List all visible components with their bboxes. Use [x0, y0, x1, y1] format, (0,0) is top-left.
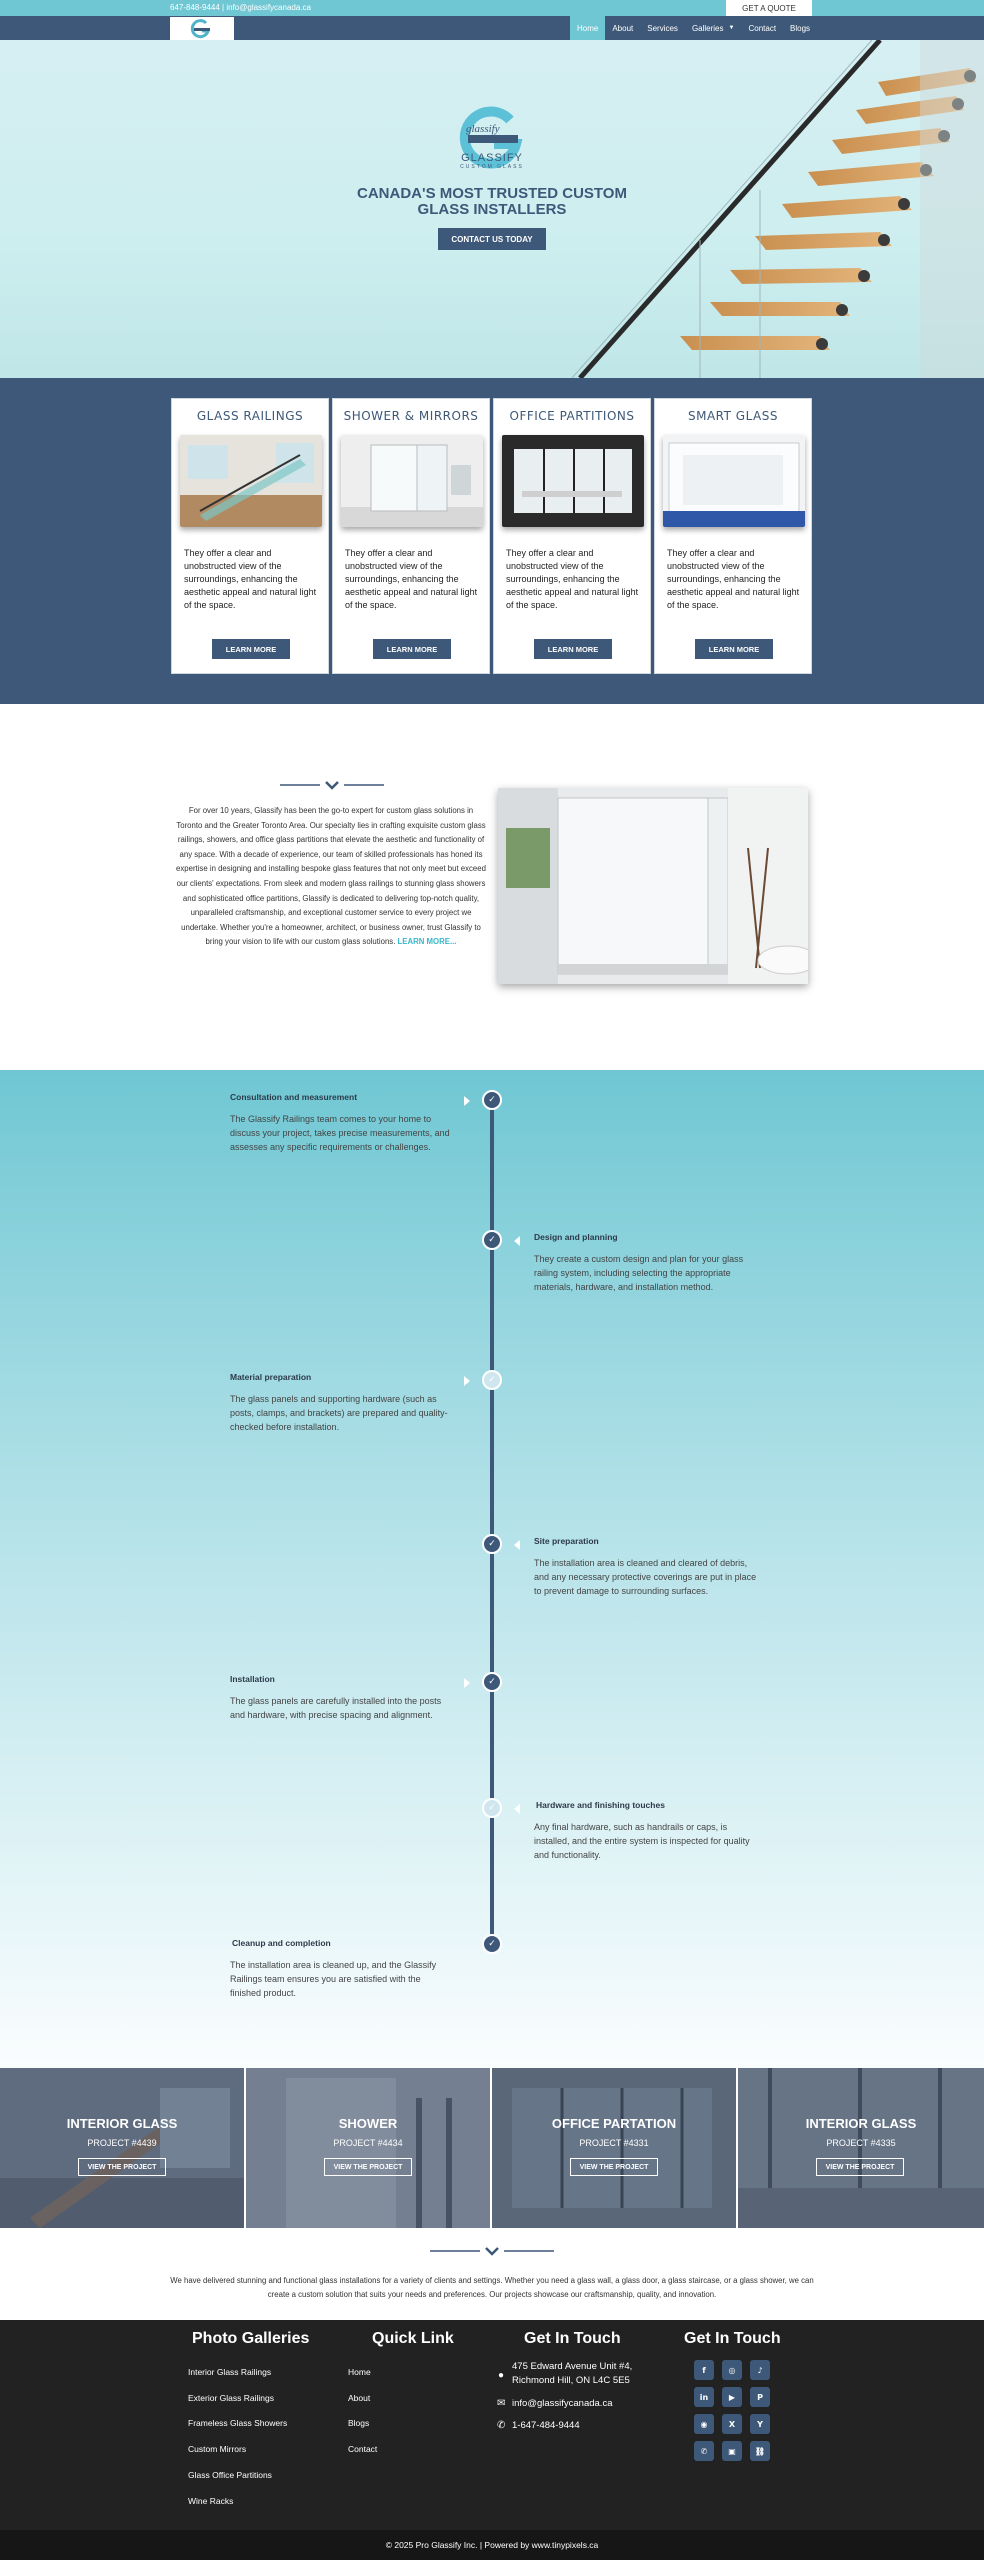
- check-icon: ✓: [482, 1090, 502, 1110]
- footer-quick-link[interactable]: Home: [348, 2367, 371, 2377]
- footer-gallery-link[interactable]: Custom Mirrors: [188, 2444, 247, 2454]
- check-icon: ✓: [482, 1370, 502, 1390]
- project-title: INTERIOR GLASS: [66, 2116, 178, 2131]
- chevron-down-icon: ▼: [728, 25, 735, 31]
- main-nav: [570, 16, 817, 40]
- nav-galleries-label: Galleries: [691, 23, 724, 33]
- location-pin-icon: ●: [498, 2370, 505, 2381]
- linkedin-icon[interactable]: in: [694, 2387, 714, 2407]
- hero: [0, 40, 984, 378]
- top-contact[interactable]: 647-848-9444 | info@glassifycanada.ca: [170, 3, 311, 12]
- hero-brand: [420, 152, 564, 170]
- arrow-left-icon: [514, 1236, 520, 1246]
- view-project-button[interactable]: VIEW THE PROJECT: [816, 2158, 904, 2176]
- learn-more-link[interactable]: LEARN MORE...: [397, 937, 457, 947]
- arrow-right-icon: [464, 1096, 470, 1106]
- timeline-line: [490, 1098, 494, 1948]
- link-icon[interactable]: ⛓: [750, 2441, 770, 2461]
- step-title: Installation: [230, 1674, 275, 1684]
- footer-galleries-title: Photo Galleries: [192, 2330, 310, 2347]
- logo-script: glassify: [466, 123, 500, 135]
- footer-gallery-link[interactable]: Frameless Glass Showers: [188, 2418, 288, 2428]
- tiktok-icon[interactable]: ♪: [750, 2360, 770, 2380]
- arrow-left-icon: [514, 1804, 520, 1814]
- contact-us-button[interactable]: CONTACT US TODAY: [438, 228, 546, 250]
- arrow-right-icon: [464, 1376, 470, 1386]
- project-tile[interactable]: [246, 2068, 490, 2228]
- services-section: [0, 378, 984, 704]
- threads-icon[interactable]: ◉: [694, 2414, 714, 2434]
- card-title: GLASS RAILINGS: [196, 409, 304, 423]
- project-tile[interactable]: [492, 2068, 736, 2228]
- view-project-button[interactable]: VIEW THE PROJECT: [324, 2158, 412, 2176]
- project-overlay: [738, 2068, 984, 2228]
- footer-gallery-link[interactable]: Wine Racks: [188, 2496, 234, 2506]
- check-icon: ✓: [482, 1672, 502, 1692]
- step-text: The glass panels are carefully installed into the posts and hardware, with precise spacing and alignment.: [230, 1696, 442, 1720]
- footer-email[interactable]: info@glassifycanada.ca: [512, 2398, 613, 2409]
- nav-contact[interactable]: Contact: [748, 23, 777, 33]
- check-icon: ✓: [482, 1798, 502, 1818]
- view-project-button[interactable]: VIEW THE PROJECT: [78, 2158, 166, 2176]
- footer-social-title: Get In Touch: [684, 2330, 781, 2347]
- process-timeline: [0, 1070, 984, 2068]
- footer-address: 475 Edward Avenue Unit #4, Richmond Hill, ON L4C 5E5: [512, 2361, 633, 2386]
- project-title: OFFICE PARTATION: [551, 2116, 677, 2131]
- footer-gallery-link[interactable]: Glass Office Partitions: [188, 2470, 272, 2480]
- step-title: Hardware and finishing touches: [536, 1800, 665, 1810]
- projects-intro-text: We have delivered stunning and functional glass installations for a variety of clients and settings. Whether you need a glass wall, a glass door, a glass staircase, or a glass shower, we can create a custom solution that suits your needs and preferences. Our projects showcase our craftsmanship, quality, and innovation.: [170, 2276, 814, 2299]
- nav-services[interactable]: Services: [647, 23, 678, 33]
- arrow-left-icon: [514, 1540, 520, 1550]
- step-title: Material preparation: [230, 1372, 312, 1382]
- learn-more-button[interactable]: LEARN MORE: [212, 639, 290, 659]
- youtube-icon[interactable]: ▶: [722, 2387, 742, 2407]
- service-card: [332, 398, 490, 674]
- hero-title: CANADA'S MOST TRUSTED CUSTOM GLASS INSTALLERS: [357, 185, 627, 218]
- project-number: PROJECT #4439: [87, 2138, 157, 2148]
- pinterest-icon[interactable]: P: [750, 2387, 770, 2407]
- card-title: SMART GLASS: [688, 409, 778, 423]
- projects-section: [0, 2068, 984, 2228]
- nav-galleries[interactable]: [685, 16, 742, 40]
- brand-sub: CUSTOM GLASS: [460, 164, 524, 170]
- check-icon: ✓: [482, 1534, 502, 1554]
- houzz-icon[interactable]: ▣: [722, 2441, 742, 2461]
- arrow-right-icon: [464, 1678, 470, 1688]
- project-overlay: [246, 2068, 490, 2228]
- footer-quick-title: Quick Link: [372, 2330, 454, 2347]
- project-number: PROJECT #4331: [579, 2138, 649, 2148]
- project-overlay: [0, 2068, 244, 2228]
- footer-quick-link[interactable]: Contact: [348, 2444, 378, 2454]
- footer: [0, 2320, 984, 2530]
- about-body: For over 10 years, Glassify has been the go-to expert for custom glass solutions in Toronto and the Greater Toronto Area. Our specialty lies in crafting exquisite custom glass railings, showers, and office glass partitions that elevate the aesthetic and functionality of any space. With a decade of experience, our team of skilled professionals has honed its expertise in designing and installing bespoke glass features that not only meet but exceed our clients' expectations. From sleek and modern glass railings to stunning glass showers and sophisticated office partitions, Glassify is dedicated to delivering top-notch quality, unparalleled craftsmanship, and exceptional customer service to every project we undertake. Whether you're a homeowner, architect, or business owner, trust Glassify to bring your vision to life with our custom glass solutions.: [176, 806, 486, 947]
- project-overlay: [492, 2068, 736, 2228]
- envelope-icon: ✉: [497, 2398, 506, 2409]
- step-title: Design and planning: [534, 1232, 618, 1242]
- step-text: Any final hardware, such as handrails or caps, is installed, and the entire system is inspected for quality and functionality.: [534, 1822, 750, 1860]
- footer-touch-title: Get In Touch: [524, 2330, 621, 2347]
- check-icon: ✓: [482, 1230, 502, 1250]
- card-title: OFFICE PARTITIONS: [509, 409, 635, 423]
- phone-icon: ✆: [497, 2420, 506, 2431]
- projects-intro: [0, 2228, 984, 2320]
- top-bar: [0, 0, 984, 16]
- view-project-button[interactable]: VIEW THE PROJECT: [570, 2158, 658, 2176]
- section-divider: [280, 780, 384, 790]
- whatsapp-icon[interactable]: ✆: [694, 2441, 714, 2461]
- project-number: PROJECT #4335: [826, 2138, 896, 2148]
- footer-phone[interactable]: 1-647-484-9444: [512, 2420, 580, 2431]
- shower-enclosure-image: [498, 788, 808, 984]
- step-title: Site preparation: [534, 1536, 599, 1546]
- step-text: The installation area is cleaned and cleared of debris, and any necessary protective coverings are put in place to prevent damage to surrounding surfaces.: [534, 1558, 757, 1596]
- project-number: PROJECT #4434: [333, 2138, 403, 2148]
- step-text: The Glassify Railings team comes to your home to discuss your project, takes precise measurements, and assesses any specific requirements or challenges.: [230, 1114, 450, 1152]
- header-logo[interactable]: [170, 17, 234, 41]
- learn-more-button[interactable]: LEARN MORE: [695, 639, 773, 659]
- office-partitions-image: [502, 435, 644, 527]
- shower-image: [341, 435, 483, 527]
- footer-gallery-link[interactable]: Exterior Glass Railings: [188, 2393, 274, 2403]
- project-title: SHOWER: [338, 2116, 398, 2131]
- card-text: They offer a clear and unobstructed view of the surroundings, enhancing the aesthetic appeal and natural light of the space.: [506, 548, 639, 610]
- yelp-icon[interactable]: Y: [750, 2414, 770, 2434]
- project-title: INTERIOR GLASS: [805, 2116, 917, 2131]
- step-text: The glass panels and supporting hardware (such as posts, clamps, and brackets) are prepared and quality-checked before installation.: [230, 1394, 448, 1432]
- brand-name: GLASSIFY: [461, 152, 523, 164]
- card-text: They offer a clear and unobstructed view of the surroundings, enhancing the aesthetic appeal and natural light of the space.: [184, 548, 317, 610]
- service-card: [654, 398, 812, 674]
- step-title: Consultation and measurement: [230, 1092, 358, 1102]
- step-title: Cleanup and completion: [232, 1938, 331, 1948]
- card-text: They offer a clear and unobstructed view of the surroundings, enhancing the aesthetic appeal and natural light of the space.: [345, 548, 478, 610]
- project-tile[interactable]: [0, 2068, 244, 2228]
- project-tile[interactable]: [738, 2068, 984, 2228]
- logo-icon: [190, 19, 214, 39]
- chevron-down-icon: [326, 782, 338, 788]
- footer-quick-link[interactable]: About: [348, 2393, 371, 2403]
- x-icon[interactable]: X: [722, 2414, 742, 2434]
- instagram-icon[interactable]: ◎: [722, 2360, 742, 2380]
- about-section: [0, 704, 984, 1070]
- card-text: They offer a clear and unobstructed view of the surroundings, enhancing the aesthetic appeal and natural light of the space.: [667, 548, 800, 610]
- facebook-icon[interactable]: f: [694, 2360, 714, 2380]
- glass-railings-image: [180, 435, 322, 527]
- get-quote-button[interactable]: GET A QUOTE: [726, 0, 812, 16]
- smart-glass-image: [663, 435, 805, 527]
- nav-blogs[interactable]: Blogs: [790, 23, 811, 33]
- navbar: [0, 16, 984, 40]
- step-text: They create a custom design and plan for your glass railing system, including selecting the appropriate materials, hardware, and installation method.: [534, 1254, 744, 1292]
- about-text: [176, 804, 486, 950]
- service-card: [171, 398, 329, 674]
- learn-more-button[interactable]: LEARN MORE: [534, 639, 612, 659]
- footer-quick-link[interactable]: Blogs: [348, 2418, 370, 2428]
- learn-more-button[interactable]: LEARN MORE: [373, 639, 451, 659]
- nav-about[interactable]: About: [612, 23, 634, 33]
- section-divider: [430, 2246, 554, 2256]
- service-card: [493, 398, 651, 674]
- chevron-down-icon: [486, 2248, 498, 2254]
- footer-gallery-link[interactable]: Interior Glass Railings: [188, 2367, 272, 2377]
- card-title: SHOWER & MIRRORS: [343, 409, 479, 423]
- check-icon: ✓: [482, 1934, 502, 1954]
- copyright: © 2025 Pro Glassify Inc. | Powered by www.tinypixels.ca: [0, 2530, 984, 2560]
- nav-home[interactable]: Home: [570, 16, 605, 40]
- step-text: The installation area is cleaned up, and the Glassify Railings team ensures you are satisfied with the finished product.: [230, 1960, 437, 1998]
